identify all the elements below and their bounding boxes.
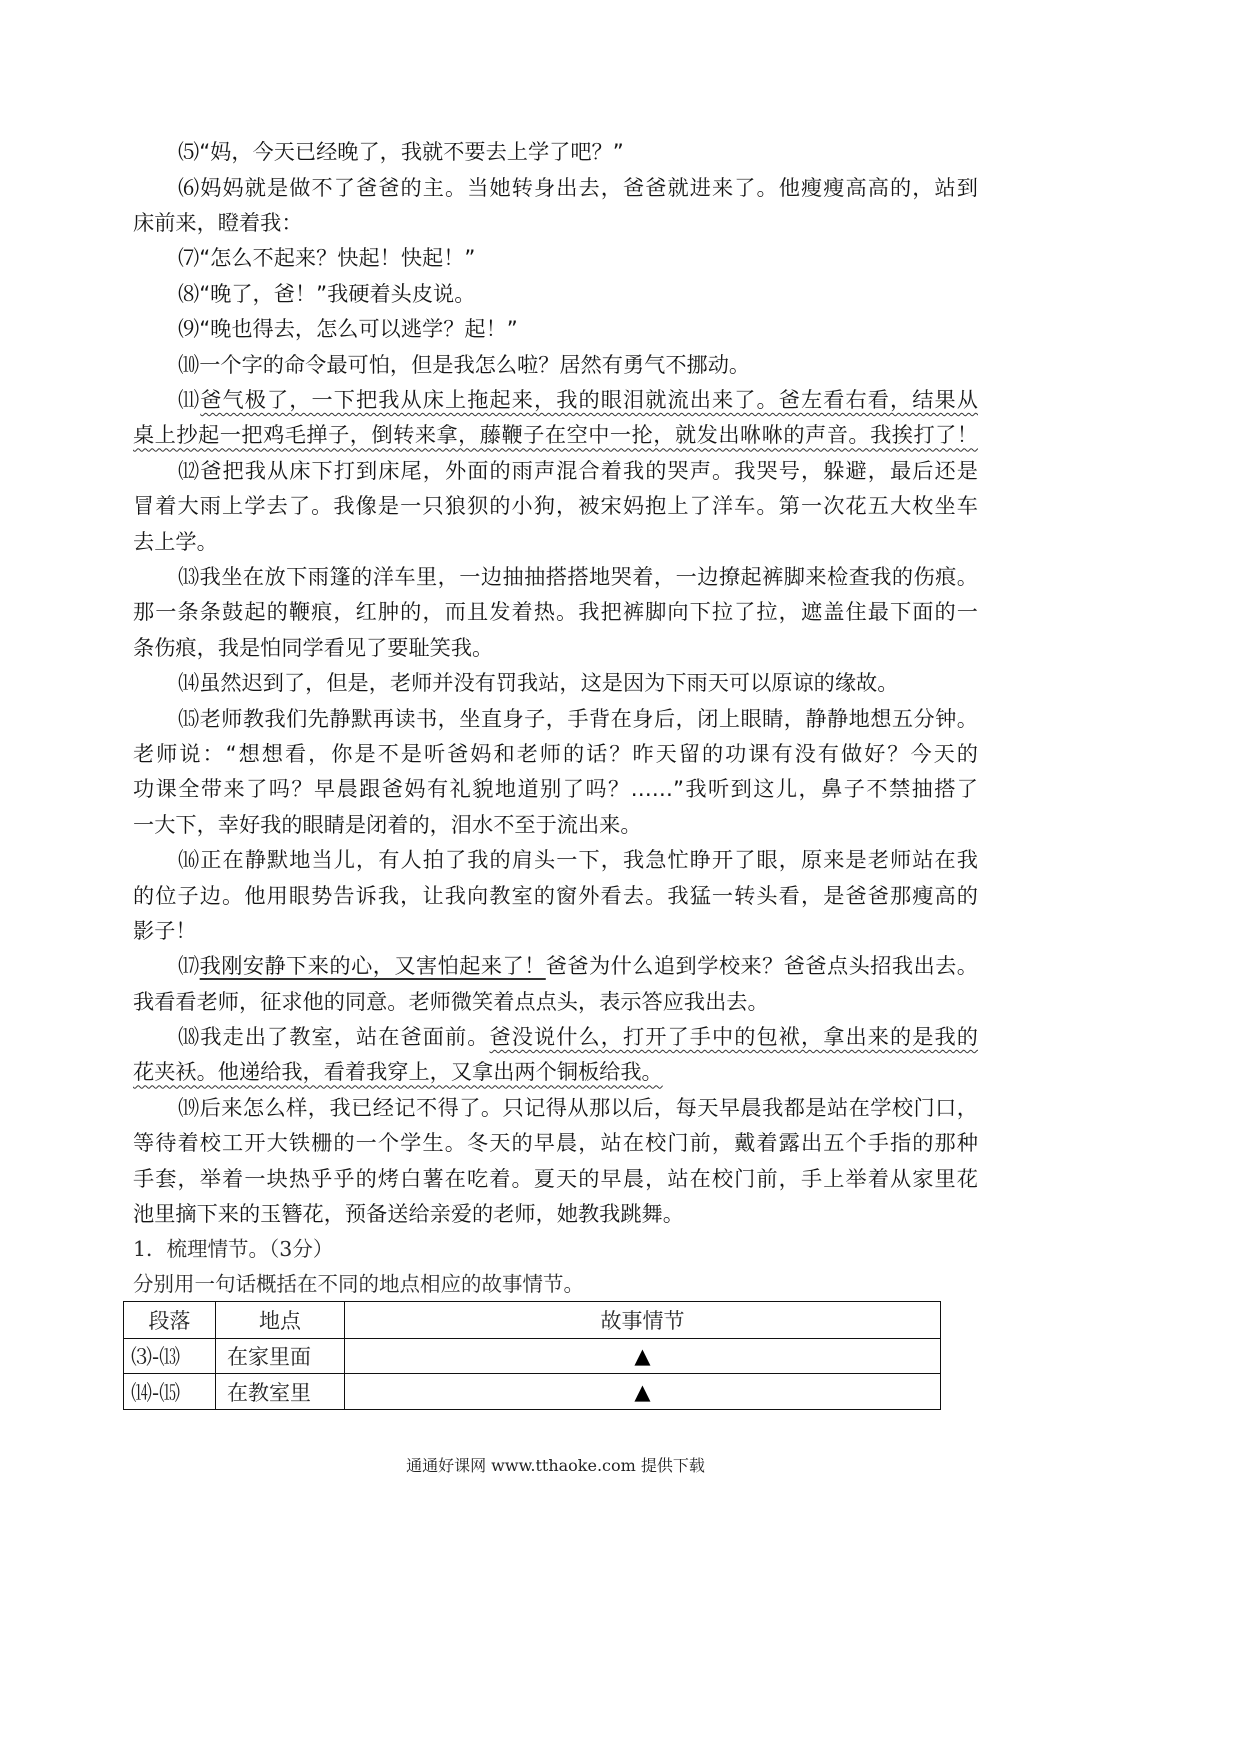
question-title: 1．梳理情节。（3分） (133, 1236, 334, 1261)
passage-line (133, 1196, 978, 1231)
passage-line (133, 594, 978, 629)
paragraph-text: 爸把我从床下打到床尾，外面的雨声混合着我的哭声。我哭号，躲避，最后还是 (200, 457, 978, 483)
paragraph-text: 我看看老师，征求他的同意。老师微笑着点点头，表示答应我出去。 (133, 988, 769, 1014)
passage-line (133, 559, 978, 594)
paragraph-number: ⑿ (178, 457, 201, 483)
passage-line (133, 1019, 978, 1054)
table-header-plot: 故事情节 (345, 1302, 941, 1339)
table-header-paragraph: 段落 (124, 1302, 216, 1339)
question-section (133, 1232, 978, 1303)
passage-line (133, 807, 978, 842)
passage-line (133, 347, 978, 382)
paragraph-text: 正在静默地当儿，有人拍了我的肩头一下，我急忙睁开了眼，原来是老师站在我 (200, 847, 978, 873)
passage-line (133, 417, 978, 452)
passage-line (133, 1161, 978, 1196)
paragraph-number: ⒀ (178, 563, 200, 589)
paragraph-text: “晚也得去，怎么可以逃学？起！” (199, 316, 518, 342)
passage-line (133, 1125, 978, 1160)
passage-line (133, 276, 978, 311)
paragraph-text: 爸爸为什么追到学校来？爸爸点头招我出去。 (545, 953, 978, 979)
table-cell-paragraph: ⒁-⒂ (124, 1374, 216, 1410)
underlined-text: 我刚安静下来的心，又害怕起来了！ (199, 953, 546, 979)
paragraph-text: 一个字的命令最可怕，但是我怎么啦？居然有勇气不挪动。 (199, 351, 751, 377)
paragraph-number: ⒂ (178, 705, 200, 731)
paragraph-text: “妈，今天已经晚了，我就不要去上学了吧？” (199, 139, 624, 165)
passage-line (133, 205, 978, 240)
paragraph-text: 那一条条鼓起的鞭痕，红肿的，而且发着热。我把裤脚向下拉了拉，遮盖住最下面的一 (133, 599, 978, 625)
paragraph-number: ⒄ (178, 953, 200, 979)
paragraph-number: ⑻ (178, 280, 200, 306)
passage-line (133, 488, 978, 523)
passage-line (133, 913, 978, 948)
paragraph-number: ⑹ (178, 174, 201, 200)
passage-line (133, 524, 978, 559)
table-header-row (124, 1302, 941, 1339)
wavy-underlined-text: 桌上抄起一把鸡毛掸子，倒转来拿，藤鞭子在空中一抡，就发出咻咻的声音。我挨打了！ (133, 422, 978, 448)
passage-line (133, 984, 978, 1019)
paragraph-text: 池里摘下来的玉簪花，预备送给亲爱的老师，她教我跳舞。 (133, 1201, 684, 1227)
passage-line (133, 878, 978, 913)
paragraph-text: “晚了，爸！”我硬着头皮说。 (199, 280, 476, 306)
passage-line (133, 630, 978, 665)
table-cell-paragraph: ⑶-⒀ (124, 1339, 216, 1374)
passage-line (133, 948, 978, 983)
passage-line (133, 1090, 978, 1125)
paragraph-text: 后来怎么样，我已经记不得了。只记得从那以后，每天早晨我都是站在学校门口， (199, 1094, 978, 1120)
passage-line (133, 771, 978, 806)
passage-line (133, 382, 978, 417)
table-cell-plot: ▲ (345, 1339, 941, 1374)
table-cell-location: 在家里面 (216, 1339, 345, 1374)
paragraph-text: 床前来，瞪着我： (133, 210, 303, 236)
table-row (124, 1374, 941, 1410)
passage-line (133, 701, 978, 736)
passage-line (133, 134, 978, 169)
paragraph-number: ⑸ (178, 139, 200, 165)
paragraph-text: 影子！ (133, 917, 197, 943)
table-cell-plot: ▲ (345, 1374, 941, 1410)
paragraph-text: 手套，举着一块热乎乎的烤白薯在吃着。夏天的早晨，站在校门前，手上举着从家里花 (133, 1165, 978, 1191)
paragraph-text: 老师说：“想想看，你是不是听爸妈和老师的话？昨天留的功课有没有做好？今天的 (133, 740, 978, 766)
paragraph-text: 去上学。 (133, 528, 218, 554)
paragraph-text: 条伤痕，我是怕同学看见了要耻笑我。 (133, 634, 494, 660)
table-cell-location: 在教室里 (216, 1374, 345, 1410)
table-row (124, 1339, 941, 1374)
reading-passage (133, 134, 978, 1231)
paragraph-text: 我走出了教室，站在爸面前。 (200, 1024, 490, 1050)
wavy-underlined-text: 爸气极了，一下把我从床上拖起来，我的眼泪就流出来了。爸左看右看，结果从 (200, 387, 978, 413)
passage-line (133, 1054, 978, 1089)
paragraph-text: 冒着大雨上学去了。我像是一只狼狈的小狗，被宋妈抱上了洋车。第一次花五大枚坐车 (133, 493, 978, 519)
paragraph-number: ⒆ (178, 1094, 200, 1120)
question-instruction: 分别用一句话概括在不同的地点相应的故事情节。 (133, 1271, 584, 1296)
paragraph-text: 我坐在放下雨篷的洋车里，一边抽抽搭搭地哭着，一边撩起裤脚来检查我的伤痕。 (199, 563, 978, 589)
paragraph-text: 虽然迟到了，但是，老师并没有罚我站，这是因为下雨天可以原谅的缘故。 (199, 670, 899, 696)
paragraph-text: 功课全带来了吗？早晨跟爸妈有礼貌地道别了吗？……”我听到这儿，鼻子不禁抽搭了 (133, 776, 978, 802)
passage-line (133, 736, 978, 771)
paragraph-number: ⒁ (178, 670, 200, 696)
paragraph-text: 等待着校工开大铁栅的一个学生。冬天的早晨，站在校门前，戴着露出五个手指的那种 (133, 1130, 978, 1156)
paragraph-number: ⑼ (178, 316, 200, 342)
passage-line (133, 311, 978, 346)
paragraph-text: 一大下，幸好我的眼睛是闭着的，泪水不至于流出来。 (133, 811, 642, 837)
paragraph-number: ⒅ (178, 1024, 201, 1050)
paragraph-text: “怎么不起来？快起！快起！” (199, 245, 476, 271)
passage-line (133, 453, 978, 488)
paragraph-text: 的位子边。他用眼势告诉我，让我向教室的窗外看去。我猛一转头看，是爸爸那瘦高的 (133, 882, 978, 908)
passage-line (133, 170, 978, 205)
answer-table (123, 1301, 941, 1410)
paragraph-number: ⑽ (178, 351, 200, 377)
passage-line (133, 842, 978, 877)
paragraph-text: 老师教我们先静默再读书，坐直身子，手背在身后，闭上眼睛，静静地想五分钟。 (199, 705, 978, 731)
passage-line (133, 665, 978, 700)
table-header-location: 地点 (216, 1302, 345, 1339)
passage-line (133, 240, 978, 275)
wavy-underlined-text: 花夹袄。他递给我，看着我穿上，又拿出两个铜板给我。 (133, 1059, 663, 1085)
paragraph-number: ⑾ (178, 387, 201, 413)
paragraph-number: ⑺ (178, 245, 200, 271)
paragraph-text: 妈妈就是做不了爸爸的主。当她转身出去，爸爸就进来了。他瘦瘦高高的，站到 (200, 174, 978, 200)
paragraph-number: ⒃ (178, 847, 201, 873)
page-footer: 通通好课网 www.tthaoke.com 提供下载 (406, 1456, 705, 1475)
wavy-underlined-text: 爸没说什么，打开了手中的包袱，拿出来的是我的 (489, 1024, 978, 1050)
